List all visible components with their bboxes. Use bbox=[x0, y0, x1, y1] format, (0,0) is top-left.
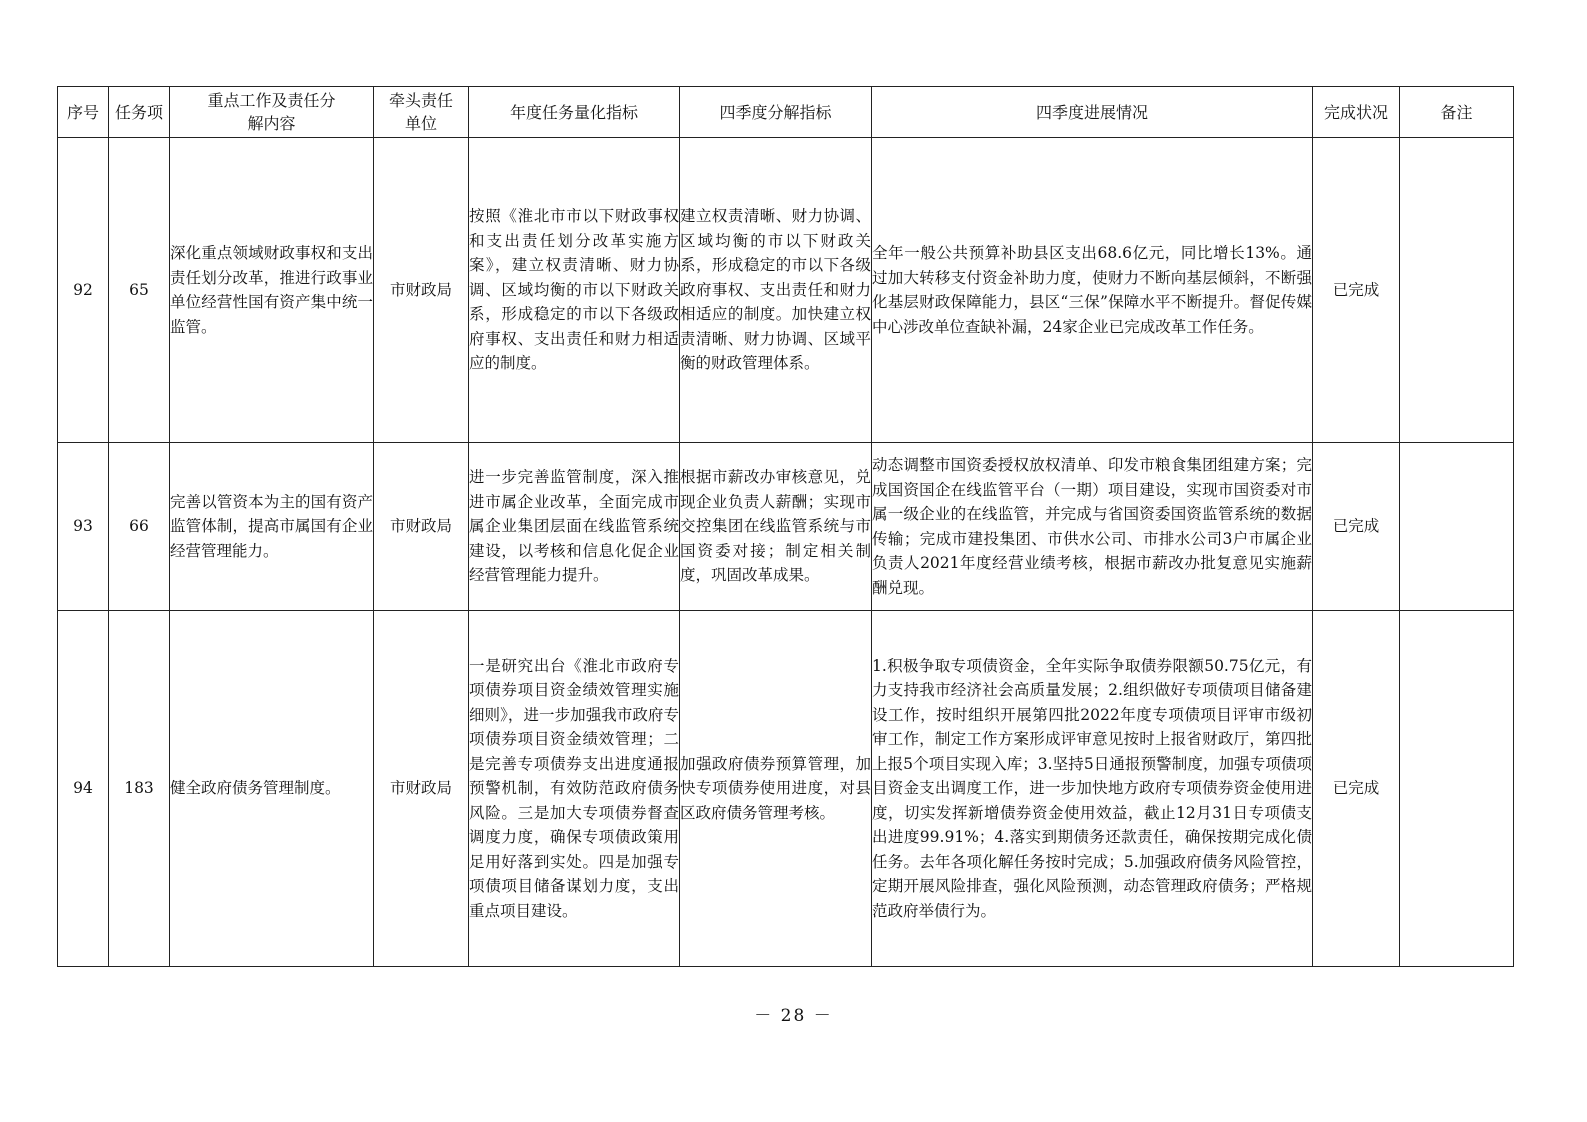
cell-lead-unit: 市财政局 bbox=[374, 611, 469, 967]
header-seq: 序号 bbox=[58, 87, 109, 138]
cell-q4-indicator: 建立权责清晰、财力协调、区域均衡的市以下财政关系，形成稳定的市以下各级政府事权、支出责任和财力相适应的制度。加快建立权责清晰、财力协调、区域平衡的财政管理体系。 bbox=[680, 138, 872, 443]
cell-task: 66 bbox=[109, 443, 170, 611]
header-q4-indicator: 四季度分解指标 bbox=[680, 87, 872, 138]
cell-lead-unit: 市财政局 bbox=[374, 138, 469, 443]
cell-content: 完善以管资本为主的国有资产监管体制，提高市属国有企业经营管理能力。 bbox=[170, 443, 374, 611]
cell-q4-progress: 动态调整市国资委授权放权清单、印发市粮食集团组建方案；完成国资国企在线监管平台（一期）项目建设，实现市国资委对市属一级企业的在线监管，并完成与省国资委国资监管系统的数据传输；完成市建投集团、市供水公司、市排水公司3户市属企业负责人2021年度经营业绩考核，根据市薪改办批复意见实施薪酬兑现。 bbox=[872, 443, 1313, 611]
cell-q4-progress: 全年一般公共预算补助县区支出68.6亿元，同比增长13%。通过加大转移支付资金补助力度，使财力不断向基层倾斜，不断强化基层财政保障能力，县区“三保”保障水平不断提升。督促传媒中心涉改单位查缺补漏，24家企业已完成改革工作任务。 bbox=[872, 138, 1313, 443]
page-number: － 28 － bbox=[754, 1006, 833, 1026]
cell-content: 健全政府债务管理制度。 bbox=[170, 611, 374, 967]
cell-q4-indicator: 根据市薪改办审核意见，兑现企业负责人薪酬；实现市交控集团在线监管系统与市国资委对接；制定相关制度，巩固改革成果。 bbox=[680, 443, 872, 611]
header-content-label: 重点工作及责任分解内容 bbox=[207, 91, 336, 133]
cell-q4-progress: 1.积极争取专项债资金，全年实际争取债券限额50.75亿元，有力支持我市经济社会高质量发展；2.组织做好专项债项目储备建设工作，按时组织开展第四批2022年度专项债项目评审市级初审工作，制定工作方案形成评审意见按时上报省财政厅，第四批上报5个项目实现入库；3.坚持5日通报预警制度，加强专项债项目资金支出调度工作，进一步加快地方政府专项债券资金使用进度，切实发挥新增债券资金使用效益，截止12月31日专项债支出进度99.91%；4.落实到期债务还款责任，确保按期完成化债任务。去年各项化解任务按时完成；5.加强政府债务风险管控，定期开展风险排查，强化风险预测，动态管理政府债务；严格规范政府举债行为。 bbox=[872, 611, 1313, 967]
cell-status: 已完成 bbox=[1313, 611, 1400, 967]
cell-task: 183 bbox=[109, 611, 170, 967]
cell-content: 深化重点领域财政事权和支出责任划分改革，推进行政事业单位经营性国有资产集中统一监管。 bbox=[170, 138, 374, 443]
header-lead-unit-label: 牵头责任单位 bbox=[388, 91, 453, 133]
cell-seq: 94 bbox=[58, 611, 109, 967]
table-row bbox=[58, 611, 1514, 967]
table-header-row bbox=[58, 87, 1514, 138]
cell-seq: 93 bbox=[58, 443, 109, 611]
cell-annual-indicator: 进一步完善监管制度，深入推进市属企业改革，全面完成市属企业集团层面在线监管系统建设，以考核和信息化促企业经营管理能力提升。 bbox=[469, 443, 680, 611]
header-note: 备注 bbox=[1400, 87, 1514, 138]
header-lead-unit bbox=[374, 87, 469, 138]
cell-note bbox=[1400, 443, 1514, 611]
header-annual-indicator: 年度任务量化指标 bbox=[469, 87, 680, 138]
cell-annual-indicator: 按照《淮北市市以下财政事权和支出责任划分改革实施方案》，建立权责清晰、财力协调、区域均衡的市以下财政关系，形成稳定的市以下各级政府事权、支出责任和财力相适应的制度。 bbox=[469, 138, 680, 443]
cell-lead-unit: 市财政局 bbox=[374, 443, 469, 611]
table-row bbox=[58, 138, 1514, 443]
cell-note bbox=[1400, 138, 1514, 443]
cell-seq: 92 bbox=[58, 138, 109, 443]
header-status: 完成状况 bbox=[1313, 87, 1400, 138]
table-row bbox=[58, 443, 1514, 611]
cell-status: 已完成 bbox=[1313, 443, 1400, 611]
header-content bbox=[170, 87, 374, 138]
cell-task: 65 bbox=[109, 138, 170, 443]
cell-status: 已完成 bbox=[1313, 138, 1400, 443]
cell-annual-indicator: 一是研究出台《淮北市政府专项债券项目资金绩效管理实施细则》，进一步加强我市政府专项债券项目资金绩效管理；二是完善专项债券支出进度通报预警机制，有效防范政府债务风险。三是加大专项债券督查调度力度，确保专项债政策用足用好落到实处。四是加强专项债项目储备谋划力度，支出重点项目建设。 bbox=[469, 611, 680, 967]
header-q4-progress: 四季度进展情况 bbox=[872, 87, 1313, 138]
task-progress-table bbox=[57, 86, 1514, 967]
header-task: 任务项 bbox=[109, 87, 170, 138]
cell-q4-indicator: 加强政府债券预算管理，加快专项债券使用进度，对县区政府债务管理考核。 bbox=[680, 611, 872, 967]
cell-note bbox=[1400, 611, 1514, 967]
